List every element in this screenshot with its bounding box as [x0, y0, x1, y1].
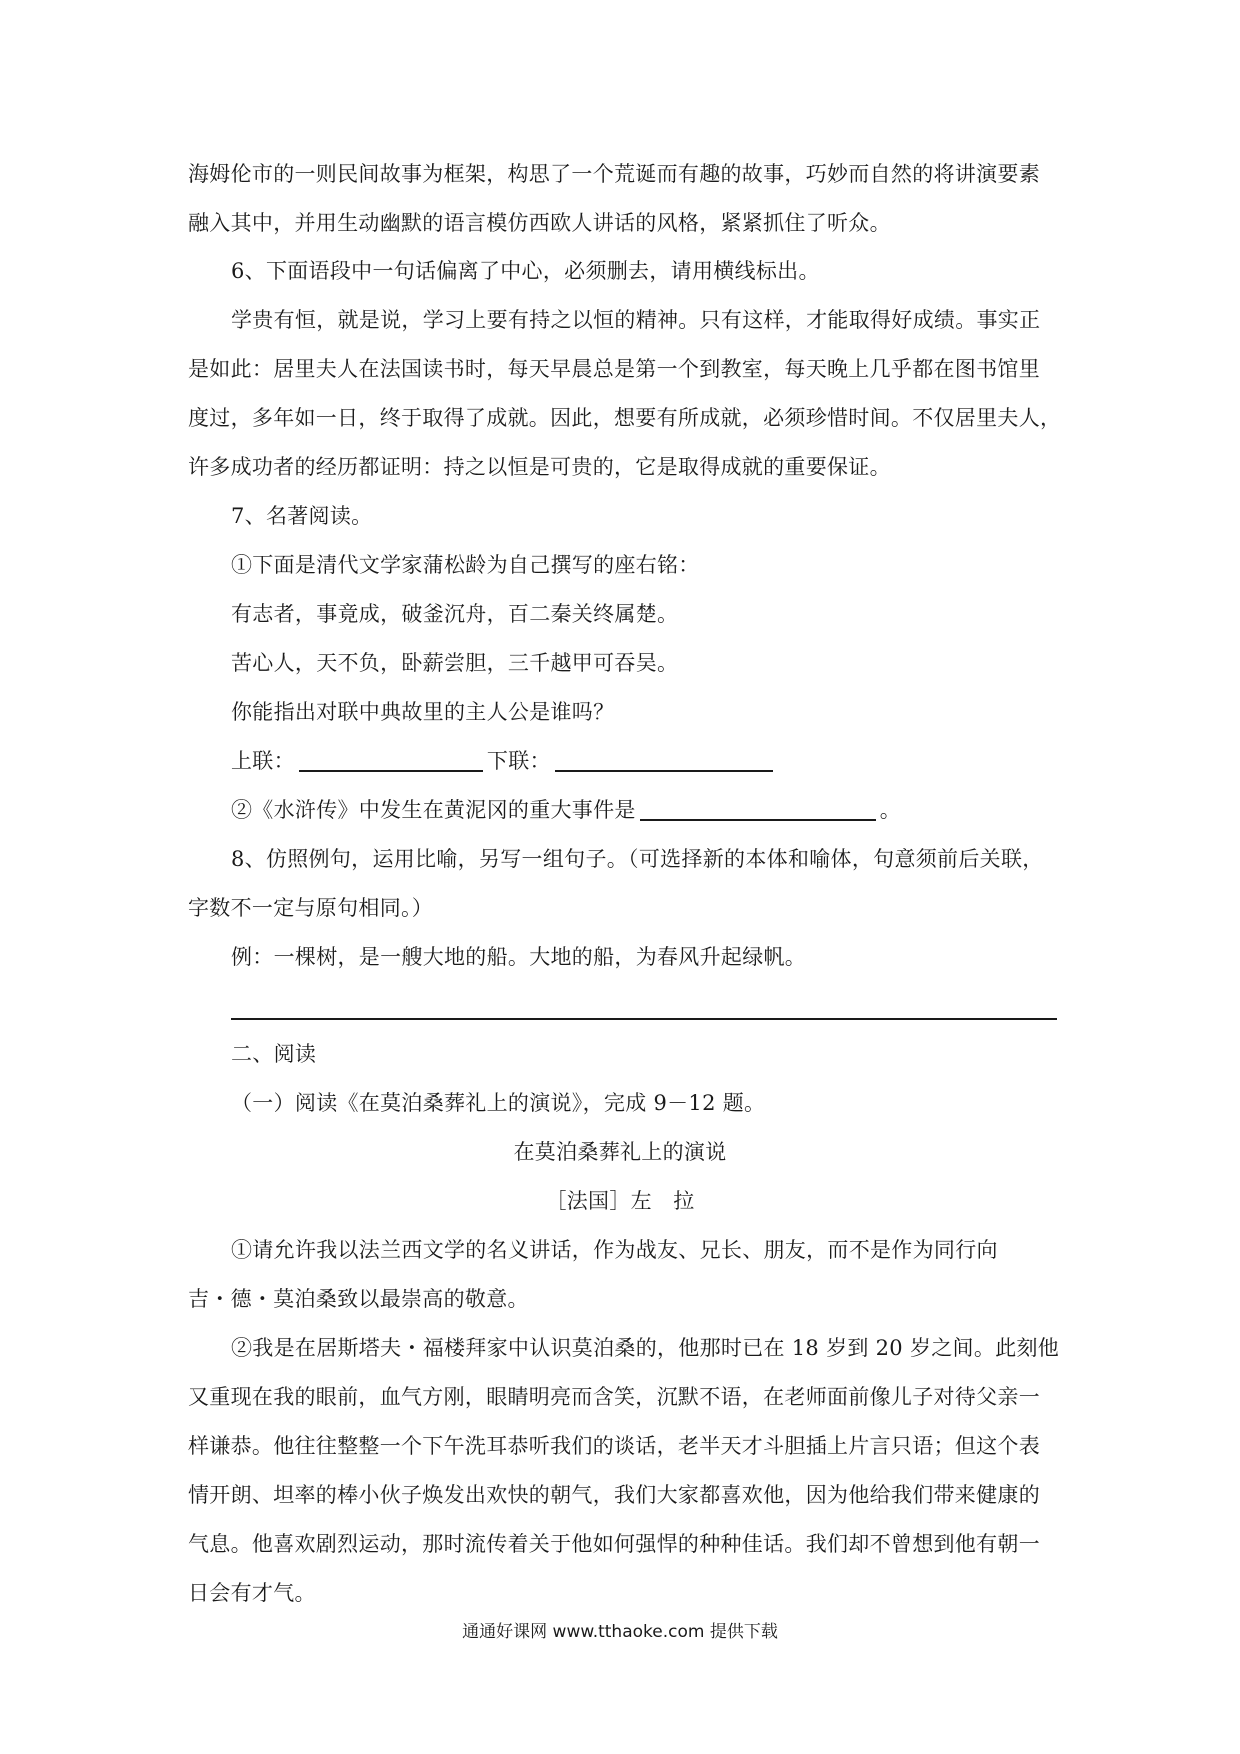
- paragraph-line: 情开朗、坦率的棒小伙子焕发出欢快的朝气，我们大家都喜欢他，因为他给我们带来健康的: [188, 1483, 1040, 1507]
- answer-line-couplets: [231, 747, 777, 775]
- paragraph-line: 学贵有恒，就是说，学习上要有持之以恒的精神。只有这样，才能取得好成绩。事实正: [231, 308, 1041, 332]
- paragraph-line: 是如此：居里夫人在法国读书时，每天早晨总是第一个到教室，每天晚上几乎都在图书馆里: [188, 357, 1040, 381]
- question-7: 7、名著阅读。: [231, 504, 373, 528]
- paragraph-line: 日会有才气。: [188, 1581, 316, 1605]
- page-footer: 通通好课网 www.tthaoke.com 提供下载: [462, 1622, 778, 1642]
- paragraph-line: 气息。他喜欢剧烈运动，那时流传着关于他如何强悍的种种佳话。我们却不曾想到他有朝一: [188, 1532, 1040, 1556]
- question-7-part-1: ①下面是清代文学家蒲松龄为自己撰写的座右铭：: [231, 553, 700, 577]
- question-7-part-2: [231, 796, 901, 824]
- lower-couplet-label: 下联：: [486, 749, 551, 773]
- lower-couplet-blank[interactable]: [555, 748, 773, 772]
- section-heading: 二、阅读: [231, 1042, 317, 1066]
- couplet-line-1: 有志者，事竟成，破釜沉舟，百二秦关终属楚。: [231, 602, 679, 626]
- question-6: 6、下面语段中一句话偏离了中心，必须删去，请用横线标出。: [231, 259, 820, 283]
- question-7-part-2-text: ②《水浒传》中发生在黄泥冈的重大事件是: [231, 798, 636, 822]
- paragraph-line: 字数不一定与原句相同。）: [188, 896, 434, 920]
- answer-rule-line[interactable]: [231, 1018, 1057, 1020]
- paragraph-line: 吉・德・莫泊桑致以最崇高的敬意。: [188, 1287, 529, 1311]
- paragraph-line: 海姆伦市的一则民间故事为框架，构思了一个荒诞而有趣的故事，巧妙而自然的将讲演要素: [188, 162, 1040, 186]
- period: 。: [879, 798, 902, 822]
- paragraph-line: 度过，多年如一日，终于取得了成就。因此，想要有所成就，必须珍惜时间。不仅居里夫人，: [188, 406, 1062, 430]
- upper-couplet-blank[interactable]: [299, 748, 483, 772]
- huangnigang-event-blank[interactable]: [640, 797, 876, 821]
- couplet-line-2: 苦心人，天不负，卧薪尝胆，三千越甲可吞吴。: [231, 651, 679, 675]
- paragraph-line: 又重现在我的眼前，血气方刚，眼睛明亮而含笑，沉默不语，在老师面前像儿子对待父亲一: [188, 1385, 1040, 1409]
- paragraph-line: ②我是在居斯塔夫・福楼拜家中认识莫泊桑的，他那时已在 18 岁到 20 岁之间。此刻他: [231, 1336, 1060, 1360]
- article-title: 在莫泊桑葬礼上的演说: [513, 1140, 727, 1164]
- paragraph-line: ①请允许我以法兰西文学的名义讲话，作为战友、兄长、朋友，而不是作为同行向: [231, 1238, 998, 1262]
- paragraph-line: 样谦恭。他往往整整一个下午洗耳恭听我们的谈话，老半天才斗胆插上片言只语；但这个表: [188, 1434, 1040, 1458]
- article-author: ［法国］左 拉: [545, 1189, 695, 1213]
- question-8: 8、仿照例句，运用比喻，另写一组句子。（可选择新的本体和喻体，句意须前后关联，: [231, 847, 1044, 871]
- paragraph-line: 许多成功者的经历都证明：持之以恒是可贵的，它是取得成就的重要保证。: [188, 455, 891, 479]
- paragraph-line: 融入其中，并用生动幽默的语言模仿西欧人讲话的风格，紧紧抓住了听众。: [188, 211, 891, 235]
- upper-couplet-label: 上联：: [231, 749, 295, 773]
- subsection-heading: （一）阅读《在莫泊桑葬礼上的演说》，完成 9－12 题。: [231, 1091, 766, 1115]
- question-7-prompt: 你能指出对联中典故里的主人公是谁吗？: [231, 700, 615, 724]
- example-sentence: 例：一棵树，是一艘大地的船。大地的船，为春风升起绿帆。: [231, 945, 807, 969]
